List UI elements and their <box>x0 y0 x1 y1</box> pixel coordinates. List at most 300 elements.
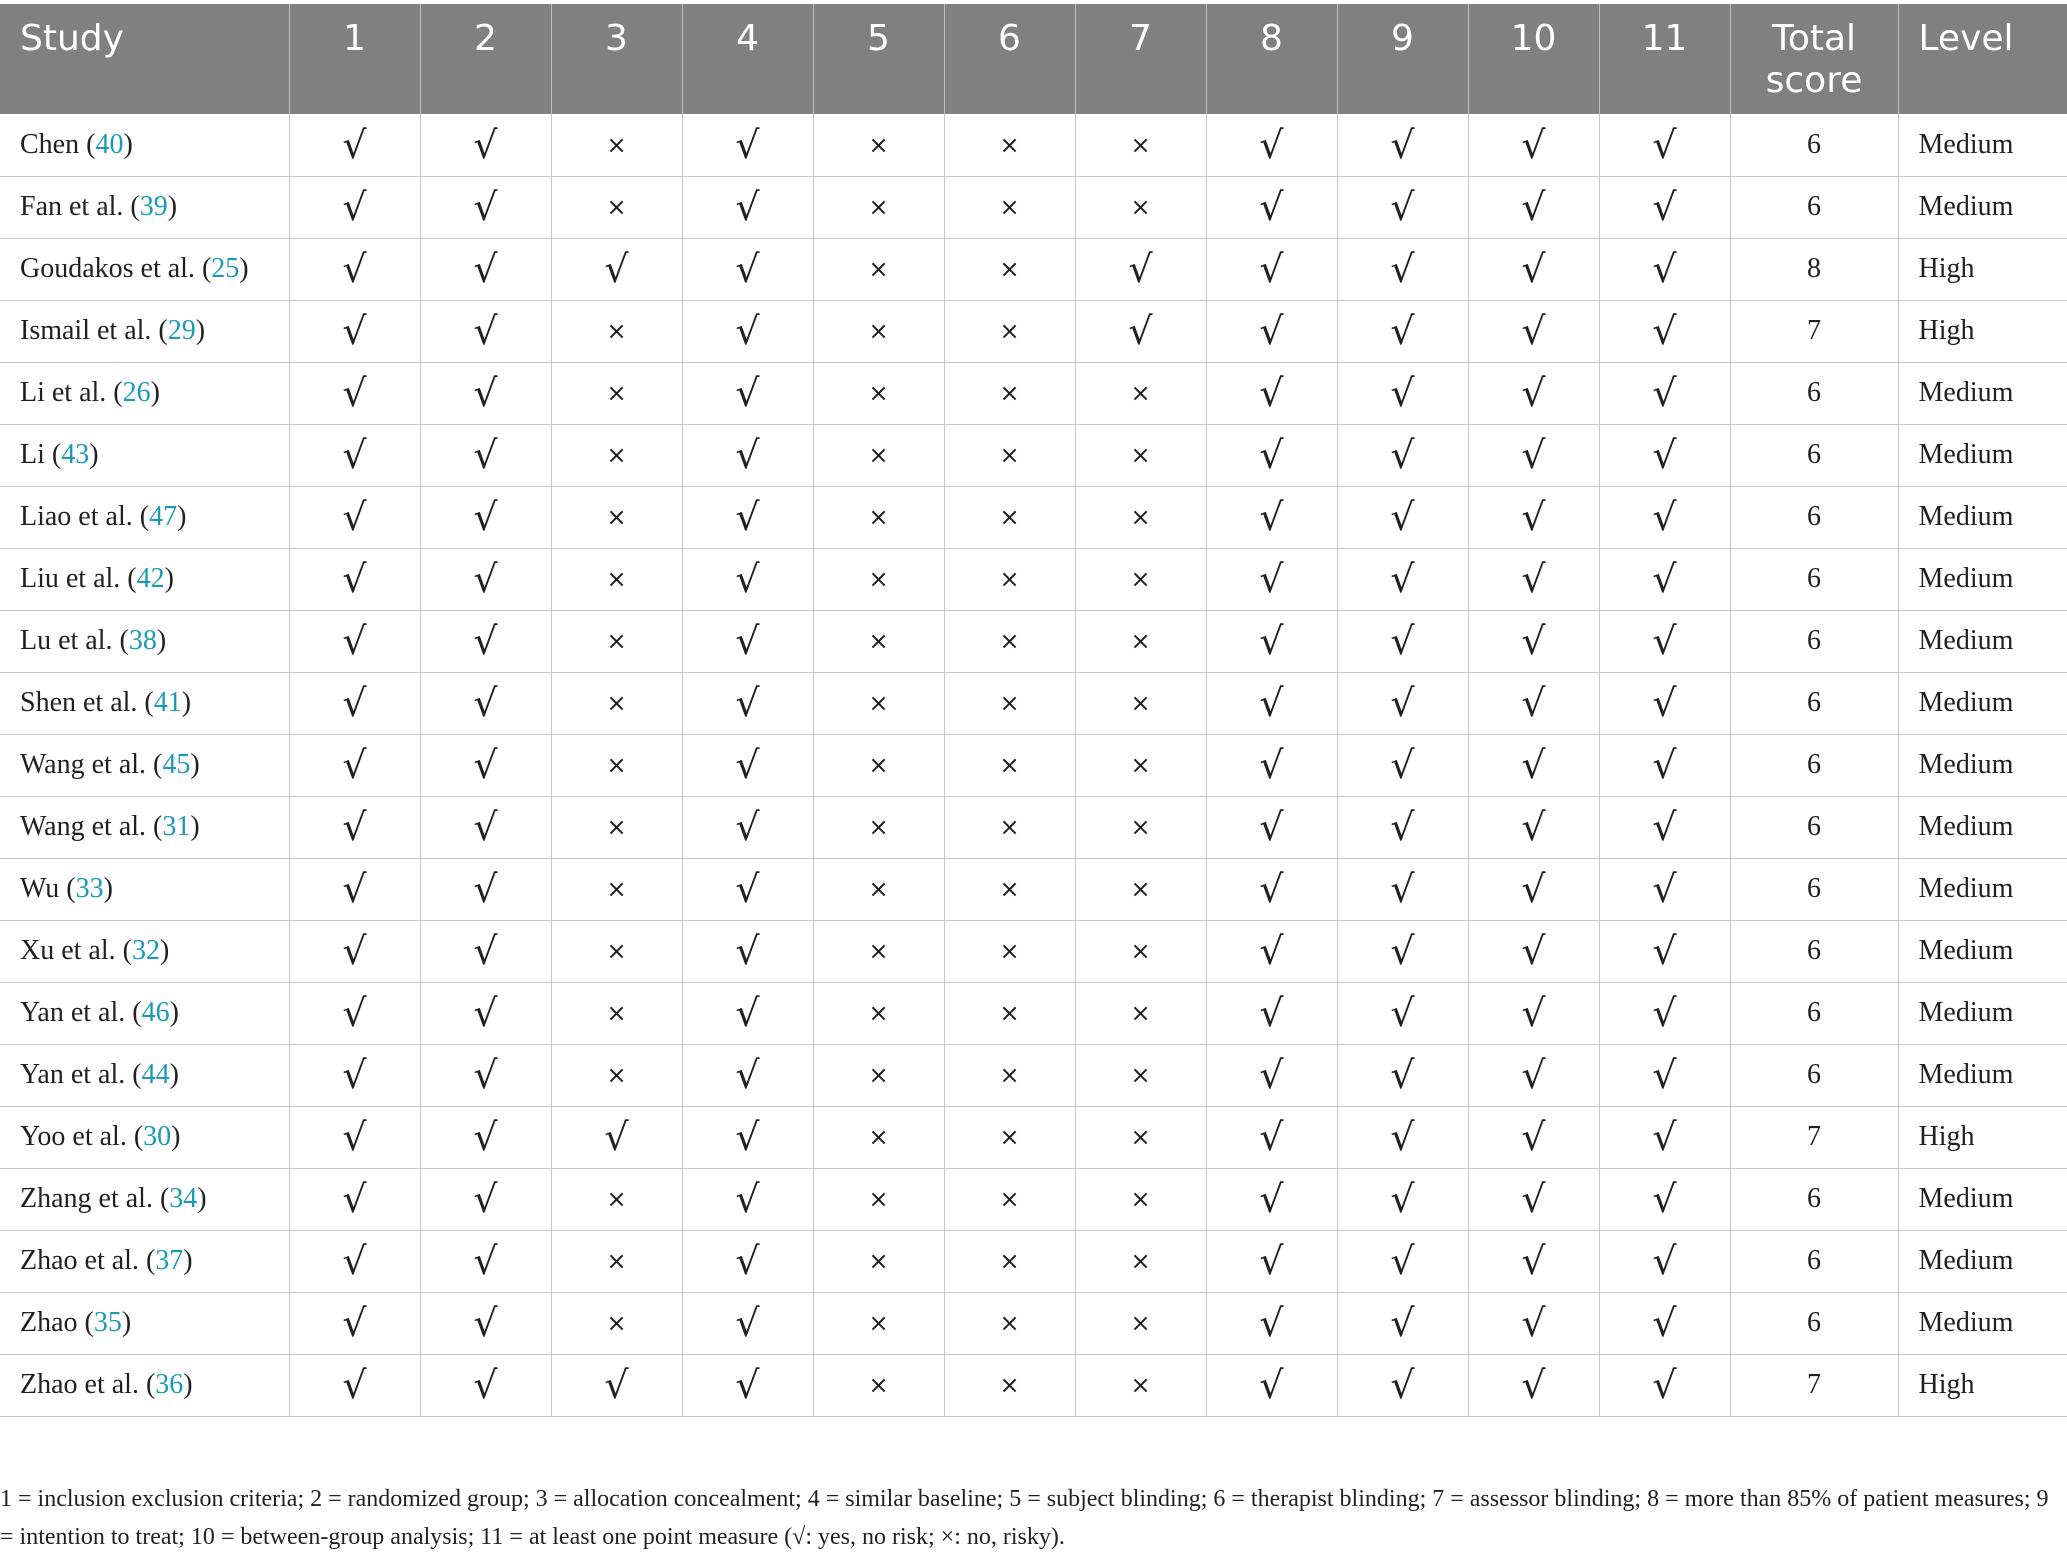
cross-mark: × <box>551 920 682 982</box>
check-mark: √ <box>682 610 813 672</box>
cross-mark: × <box>1075 1044 1206 1106</box>
check-mark: √ <box>1337 362 1468 424</box>
table-row <box>0 486 2067 548</box>
check-mark: √ <box>1337 548 1468 610</box>
study-close-paren: ) <box>123 128 133 160</box>
check-mark: √ <box>1599 734 1730 796</box>
check-mark: √ <box>420 734 551 796</box>
cross-mark: × <box>551 486 682 548</box>
check-mark: √ <box>1337 734 1468 796</box>
quality-level: High <box>1898 1354 2067 1416</box>
study-cell <box>0 672 289 734</box>
study-cell <box>0 796 289 858</box>
reference-link[interactable]: 44 <box>141 1059 170 1090</box>
cross-mark: × <box>1075 548 1206 610</box>
check-mark: √ <box>420 300 551 362</box>
check-mark: √ <box>682 486 813 548</box>
check-mark: √ <box>1337 424 1468 486</box>
check-mark: √ <box>1337 672 1468 734</box>
study-author: Liao et al. ( <box>20 501 150 532</box>
reference-link[interactable]: 34 <box>169 1183 198 1214</box>
reference-link[interactable]: 43 <box>61 439 90 470</box>
check-mark: √ <box>420 1354 551 1416</box>
check-mark: √ <box>1337 1292 1468 1354</box>
table-row <box>0 920 2067 982</box>
check-mark: √ <box>1337 796 1468 858</box>
quality-level: Medium <box>1898 424 2067 486</box>
check-mark: √ <box>420 362 551 424</box>
study-cell <box>0 1044 289 1106</box>
check-mark: √ <box>420 796 551 858</box>
total-score: 7 <box>1730 1354 1898 1416</box>
check-mark: √ <box>1206 982 1337 1044</box>
check-mark: √ <box>289 982 420 1044</box>
reference-link[interactable]: 30 <box>143 1121 172 1152</box>
reference-link[interactable]: 39 <box>139 191 168 222</box>
total-score: 6 <box>1730 1230 1898 1292</box>
reference-link[interactable]: 29 <box>167 315 196 346</box>
check-mark: √ <box>1599 796 1730 858</box>
quality-level: Medium <box>1898 114 2067 176</box>
table-row <box>0 796 2067 858</box>
reference-link[interactable]: 35 <box>93 1307 122 1338</box>
check-mark: √ <box>682 548 813 610</box>
check-mark: √ <box>1599 1168 1730 1230</box>
cross-mark: × <box>944 424 1075 486</box>
column-header: 3 <box>551 4 682 114</box>
study-author: Yan et al. ( <box>20 997 142 1028</box>
total-score: 6 <box>1730 920 1898 982</box>
cross-mark: × <box>813 610 944 672</box>
total-score: 6 <box>1730 734 1898 796</box>
study-author: Yan et al. ( <box>20 1059 142 1090</box>
table-row <box>0 424 2067 486</box>
study-author: Wang et al. ( <box>20 811 163 842</box>
check-mark: √ <box>1468 486 1599 548</box>
check-mark: √ <box>420 548 551 610</box>
check-mark: √ <box>420 114 551 176</box>
check-mark: √ <box>1337 486 1468 548</box>
check-mark: √ <box>420 238 551 300</box>
check-mark: √ <box>1206 1044 1337 1106</box>
table-header-row <box>0 4 2067 114</box>
study-cell <box>0 486 289 548</box>
quality-level: Medium <box>1898 796 2067 858</box>
check-mark: √ <box>1599 548 1730 610</box>
check-mark: √ <box>1468 1292 1599 1354</box>
check-mark: √ <box>1468 548 1599 610</box>
reference-link[interactable]: 40 <box>95 128 124 160</box>
cross-mark: × <box>944 1168 1075 1230</box>
study-cell <box>0 548 289 610</box>
study-cell <box>0 1354 289 1416</box>
check-mark: √ <box>1599 362 1730 424</box>
total-score: 6 <box>1730 672 1898 734</box>
total-score: 6 <box>1730 176 1898 238</box>
quality-assessment-table <box>0 4 2067 1417</box>
check-mark: √ <box>551 238 682 300</box>
check-mark: √ <box>1468 1106 1599 1168</box>
check-mark: √ <box>1206 114 1337 176</box>
check-mark: √ <box>1206 796 1337 858</box>
check-mark: √ <box>289 486 420 548</box>
cross-mark: × <box>1075 1292 1206 1354</box>
cross-mark: × <box>551 362 682 424</box>
cross-mark: × <box>944 610 1075 672</box>
total-score: 7 <box>1730 300 1898 362</box>
check-mark: √ <box>1206 1230 1337 1292</box>
reference-link[interactable]: 37 <box>155 1245 184 1276</box>
study-author: Fan et al. ( <box>20 191 140 222</box>
study-author: Shen et al. ( <box>20 687 154 718</box>
total-score: 6 <box>1730 548 1898 610</box>
check-mark: √ <box>289 1168 420 1230</box>
total-score: 8 <box>1730 238 1898 300</box>
cross-mark: × <box>551 1292 682 1354</box>
column-header: 11 <box>1599 4 1730 114</box>
check-mark: √ <box>420 424 551 486</box>
quality-level: Medium <box>1898 982 2067 1044</box>
table-row <box>0 1044 2067 1106</box>
check-mark: √ <box>551 1106 682 1168</box>
column-header: Study <box>0 4 289 114</box>
column-header: 4 <box>682 4 813 114</box>
total-score: 6 <box>1730 796 1898 858</box>
check-mark: √ <box>1206 734 1337 796</box>
reference-link[interactable]: 45 <box>162 749 191 780</box>
check-mark: √ <box>1206 238 1337 300</box>
check-mark: √ <box>1337 1044 1468 1106</box>
check-mark: √ <box>289 1044 420 1106</box>
cross-mark: × <box>944 300 1075 362</box>
check-mark: √ <box>1075 300 1206 362</box>
total-score: 6 <box>1730 1292 1898 1354</box>
cross-mark: × <box>1075 858 1206 920</box>
check-mark: √ <box>1468 176 1599 238</box>
study-close-paren: ) <box>121 1307 132 1338</box>
cross-mark: × <box>813 1230 944 1292</box>
study-cell <box>0 114 289 176</box>
cross-mark: × <box>813 486 944 548</box>
check-mark: √ <box>1206 548 1337 610</box>
study-close-paren: ) <box>181 687 192 718</box>
check-mark: √ <box>420 1168 551 1230</box>
cross-mark: × <box>813 920 944 982</box>
cross-mark: × <box>944 672 1075 734</box>
study-author: Liu et al. ( <box>20 563 137 594</box>
check-mark: √ <box>1599 238 1730 300</box>
column-header: 8 <box>1206 4 1337 114</box>
cross-mark: × <box>551 982 682 1044</box>
check-mark: √ <box>1599 424 1730 486</box>
total-score: 7 <box>1730 1106 1898 1168</box>
cross-mark: × <box>551 176 682 238</box>
check-mark: √ <box>1337 1230 1468 1292</box>
study-close-paren: ) <box>159 935 170 966</box>
check-mark: √ <box>289 176 420 238</box>
check-mark: √ <box>1468 1354 1599 1416</box>
check-mark: √ <box>1599 1292 1730 1354</box>
check-mark: √ <box>289 858 420 920</box>
column-header: 6 <box>944 4 1075 114</box>
cross-mark: × <box>551 424 682 486</box>
total-score: 6 <box>1730 362 1898 424</box>
study-cell <box>0 1106 289 1168</box>
check-mark: √ <box>1206 1168 1337 1230</box>
reference-link[interactable]: 38 <box>128 625 157 656</box>
check-mark: √ <box>1206 300 1337 362</box>
check-mark: √ <box>1206 424 1337 486</box>
check-mark: √ <box>289 672 420 734</box>
cross-mark: × <box>551 114 682 176</box>
study-cell <box>0 920 289 982</box>
quality-level: Medium <box>1898 672 2067 734</box>
check-mark: √ <box>289 300 420 362</box>
reference-link[interactable]: 41 <box>153 687 182 718</box>
check-mark: √ <box>289 548 420 610</box>
table-row <box>0 1230 2067 1292</box>
study-close-paren: ) <box>190 811 200 842</box>
cross-mark: × <box>813 858 944 920</box>
check-mark: √ <box>1468 1044 1599 1106</box>
cross-mark: × <box>1075 982 1206 1044</box>
table-row <box>0 548 2067 610</box>
cross-mark: × <box>813 300 944 362</box>
cross-mark: × <box>813 114 944 176</box>
check-mark: √ <box>420 1106 551 1168</box>
study-author: Zhao et al. ( <box>20 1369 156 1400</box>
check-mark: √ <box>682 114 813 176</box>
cross-mark: × <box>944 1044 1075 1106</box>
table-row <box>0 734 2067 796</box>
reference-link[interactable]: 36 <box>155 1369 184 1400</box>
check-mark: √ <box>682 982 813 1044</box>
study-cell <box>0 1168 289 1230</box>
study-close-paren: ) <box>195 315 206 346</box>
cross-mark: × <box>551 300 682 362</box>
cross-mark: × <box>944 176 1075 238</box>
check-mark: √ <box>1337 1354 1468 1416</box>
quality-level: Medium <box>1898 920 2067 982</box>
check-mark: √ <box>1337 300 1468 362</box>
study-cell <box>0 238 289 300</box>
check-mark: √ <box>420 672 551 734</box>
column-header: Level <box>1898 4 2067 114</box>
check-mark: √ <box>1468 300 1599 362</box>
check-mark: √ <box>289 238 420 300</box>
check-mark: √ <box>1337 920 1468 982</box>
study-close-paren: ) <box>169 1059 179 1090</box>
check-mark: √ <box>1599 1354 1730 1416</box>
study-author: Zhao et al. ( <box>20 1245 156 1276</box>
study-close-paren: ) <box>150 377 160 408</box>
check-mark: √ <box>682 1044 813 1106</box>
cross-mark: × <box>813 362 944 424</box>
cross-mark: × <box>813 238 944 300</box>
check-mark: √ <box>1206 1354 1337 1416</box>
check-mark: √ <box>1599 610 1730 672</box>
check-mark: √ <box>1337 982 1468 1044</box>
check-mark: √ <box>289 1106 420 1168</box>
check-mark: √ <box>1337 1168 1468 1230</box>
study-cell <box>0 424 289 486</box>
cross-mark: × <box>1075 1168 1206 1230</box>
check-mark: √ <box>289 1354 420 1416</box>
study-close-paren: ) <box>156 625 167 656</box>
cross-mark: × <box>813 734 944 796</box>
study-cell <box>0 1292 289 1354</box>
total-score: 6 <box>1730 982 1898 1044</box>
cross-mark: × <box>1075 796 1206 858</box>
check-mark: √ <box>420 920 551 982</box>
check-mark: √ <box>1337 858 1468 920</box>
reference-link[interactable]: 33 <box>75 873 104 904</box>
check-mark: √ <box>682 920 813 982</box>
check-mark: √ <box>1206 362 1337 424</box>
study-author: Ismail et al. ( <box>20 315 168 346</box>
study-cell <box>0 176 289 238</box>
check-mark: √ <box>1599 920 1730 982</box>
column-header: 5 <box>813 4 944 114</box>
cross-mark: × <box>813 796 944 858</box>
check-mark: √ <box>1468 982 1599 1044</box>
table-row <box>0 1354 2067 1416</box>
check-mark: √ <box>420 1292 551 1354</box>
study-author: Zhang et al. ( <box>20 1183 170 1214</box>
study-author: Goudakos et al. ( <box>20 253 212 284</box>
study-author: Wang et al. ( <box>20 749 163 780</box>
cross-mark: × <box>551 734 682 796</box>
check-mark: √ <box>1468 734 1599 796</box>
quality-level: High <box>1898 300 2067 362</box>
check-mark: √ <box>1599 486 1730 548</box>
check-mark: √ <box>420 1230 551 1292</box>
check-mark: √ <box>1337 114 1468 176</box>
reference-link[interactable]: 32 <box>131 935 160 966</box>
study-cell <box>0 610 289 672</box>
cross-mark: × <box>813 548 944 610</box>
check-mark: √ <box>682 1106 813 1168</box>
check-mark: √ <box>1599 114 1730 176</box>
table-row <box>0 1292 2067 1354</box>
cross-mark: × <box>1075 486 1206 548</box>
check-mark: √ <box>420 858 551 920</box>
table-row <box>0 672 2067 734</box>
table-row <box>0 1168 2067 1230</box>
reference-link[interactable]: 46 <box>141 997 170 1028</box>
check-mark: √ <box>289 734 420 796</box>
check-mark: √ <box>1206 858 1337 920</box>
cross-mark: × <box>944 1354 1075 1416</box>
cross-mark: × <box>813 672 944 734</box>
check-mark: √ <box>1468 920 1599 982</box>
study-close-paren: ) <box>183 1369 193 1400</box>
cross-mark: × <box>551 672 682 734</box>
quality-level: High <box>1898 1106 2067 1168</box>
study-close-paren: ) <box>89 439 99 470</box>
reference-link[interactable]: 26 <box>122 377 151 408</box>
check-mark: √ <box>289 362 420 424</box>
quality-level: Medium <box>1898 1044 2067 1106</box>
study-author: Li et al. ( <box>20 377 123 408</box>
check-mark: √ <box>289 610 420 672</box>
check-mark: √ <box>1206 920 1337 982</box>
cross-mark: × <box>1075 362 1206 424</box>
cross-mark: × <box>944 362 1075 424</box>
quality-level: Medium <box>1898 1292 2067 1354</box>
table-row <box>0 176 2067 238</box>
check-mark: √ <box>289 796 420 858</box>
column-header: 10 <box>1468 4 1599 114</box>
cross-mark: × <box>944 982 1075 1044</box>
total-score: 6 <box>1730 1168 1898 1230</box>
cross-mark: × <box>944 796 1075 858</box>
total-score: 6 <box>1730 1044 1898 1106</box>
reference-link[interactable]: 25 <box>211 253 240 284</box>
total-score: 6 <box>1730 486 1898 548</box>
check-mark: √ <box>1599 982 1730 1044</box>
check-mark: √ <box>1206 486 1337 548</box>
cross-mark: × <box>813 982 944 1044</box>
study-author: Wu ( <box>20 873 76 904</box>
reference-link[interactable]: 31 <box>162 811 191 842</box>
cross-mark: × <box>944 548 1075 610</box>
check-mark: √ <box>1468 1230 1599 1292</box>
check-mark: √ <box>1206 176 1337 238</box>
check-mark: √ <box>1599 176 1730 238</box>
quality-level: Medium <box>1898 1168 2067 1230</box>
study-cell <box>0 734 289 796</box>
study-close-paren: ) <box>183 1245 193 1276</box>
study-cell <box>0 1230 289 1292</box>
check-mark: √ <box>1599 858 1730 920</box>
check-mark: √ <box>1337 176 1468 238</box>
check-mark: √ <box>1337 238 1468 300</box>
check-mark: √ <box>1206 1292 1337 1354</box>
cross-mark: × <box>944 114 1075 176</box>
cross-mark: × <box>1075 176 1206 238</box>
quality-level: Medium <box>1898 548 2067 610</box>
table-body <box>0 114 2067 1416</box>
cross-mark: × <box>1075 734 1206 796</box>
study-author: Zhao ( <box>20 1307 94 1338</box>
study-author: Lu et al. ( <box>20 625 129 656</box>
study-cell <box>0 982 289 1044</box>
table-row <box>0 610 2067 672</box>
cross-mark: × <box>944 734 1075 796</box>
check-mark: √ <box>682 176 813 238</box>
quality-level: Medium <box>1898 858 2067 920</box>
study-close-paren: ) <box>171 1121 181 1152</box>
cross-mark: × <box>813 176 944 238</box>
reference-link[interactable]: 47 <box>149 501 178 532</box>
table-row <box>0 300 2067 362</box>
study-cell <box>0 300 289 362</box>
cross-mark: × <box>1075 610 1206 672</box>
check-mark: √ <box>1206 1106 1337 1168</box>
total-score: 6 <box>1730 114 1898 176</box>
check-mark: √ <box>1468 796 1599 858</box>
study-author: Li ( <box>20 439 62 470</box>
cross-mark: × <box>551 548 682 610</box>
cross-mark: × <box>813 1354 944 1416</box>
check-mark: √ <box>420 610 551 672</box>
quality-level: Medium <box>1898 362 2067 424</box>
check-mark: √ <box>682 858 813 920</box>
check-mark: √ <box>682 672 813 734</box>
reference-link[interactable]: 42 <box>136 563 165 594</box>
table-row <box>0 1106 2067 1168</box>
